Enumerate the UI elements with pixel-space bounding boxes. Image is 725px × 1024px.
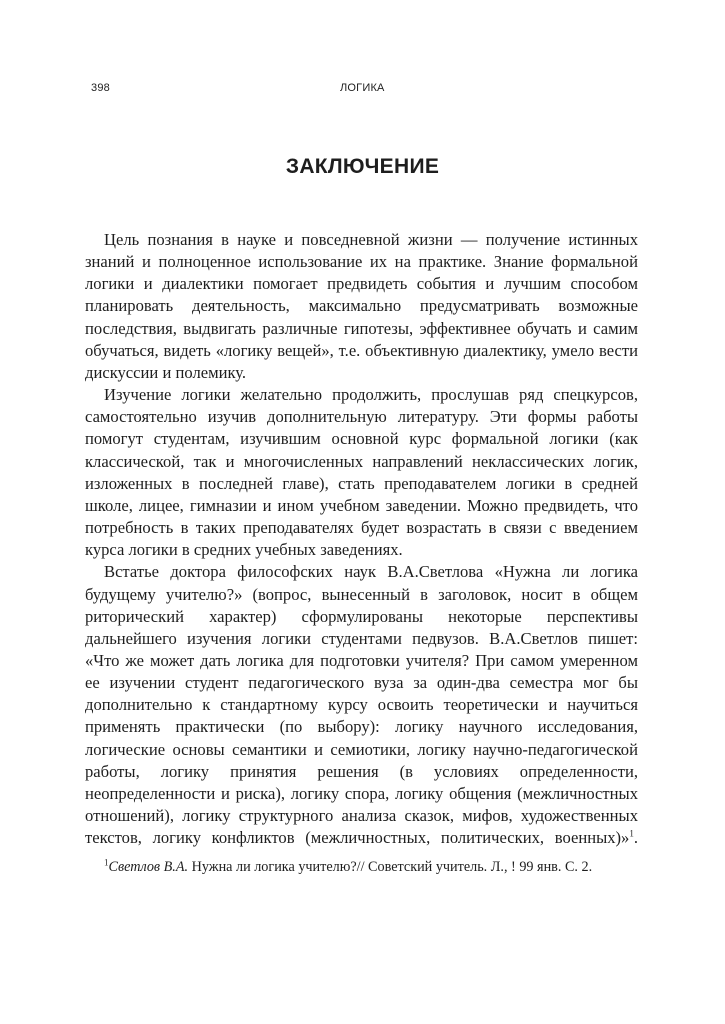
body-text [85,229,638,849]
paragraph-2: Изучение логики желательно продолжить, прослушав ряд спецкурсов, самостоятельно изучив дополнительную литературу. Эти формы работы помогут студентам, изучившим основной курс формальной логики (как классической, так и многочисленных направлений неклассических логик, изложенных в последней главе), стать преподавателем логики в средней школе, лицее, гимназии и ином учебном заведении. Можно предвидеть, что потребность в таких преподавателях будет возрастать в связи с введением курса логики в средних учебных заведениях. [85,385,638,560]
footnote-author: Светлов В.А. [108,859,189,875]
footnote-reference[interactable]: 1 [629,828,634,839]
footnote-text: Нужна ли логика учителю?// Советский учитель. Л., ! 99 янв. С. 2. [191,859,593,875]
page-number: 398 [91,82,110,94]
footnote [104,859,644,876]
paragraph-3: Встатье доктора философских наук В.А.Светлова «Нужна ли логика будущему учителю?» (вопрос, вынесенный в заголовок, носит в общем риторический характер) сформулированы некоторые перспективы дальнейшего изучения логики студентами педвузов. В.А.Светлов пишет: «Что же может дать логика для подготовки учителя? При самом умеренном ее изучении студент педагогического вуза за один-два семестра мог бы дополнительно к стандартному курсу освоить теоретически и научиться применять практически (по выбору): логику научного исследования, логические основы семантики и семиотики, логику научно-педагогической работы, логику принятия решения (в условиях определенности, неопределенности и риска), логику спора, логику общения (межличностных отношений), логику структурного анализа сказок, мифов, художественных текстов, логику конфликтов (межличностных, политических, военных)»$^1$. [85,562,638,848]
footnote-marker: 1 [104,857,109,868]
paragraph-3-text: Встатье доктора философских наук В.А.Светлова «Нужна ли логика будущему учителю?» (вопрос, вынесенный в заголовок, носит в общем риторический характер) сформулированы некоторые перспективы дальнейшего изучения логики студентами педвузов. В.А.Светлов пишет: «Что же может дать логика для подготовки учителя? При самом умеренном ее изучении студент педагогического вуза за один-два семестра мог бы дополнительно к стандартному курсу освоить теоретически и научиться применять практически (по выбору): логику научного исследования, логические основы семантики и семиотики, логику научно-педагогической работы, логику принятия решения (в условиях определенности, неопределенности и риска), логику спора, логику общения (межличностных отношений), логику структурного анализа сказок, мифов, художественных текстов, логику конфликтов (межличностных, политических, военных)» [85,562,638,848]
running-title: ЛОГИКА [340,82,385,94]
paragraph-1: Цель познания в науке и повседневной жизни — получение истинных знаний и полноценное использование их на практике. Знание формальной логики и диалектики помогает предвидеть события и лучшим способом планировать деятельность, максимально предусматривать возможные последствия, выдвигать различные гипотезы, эффективнее обучать и самим обучаться, видеть «логику вещей», т.е. объективную диалектику, умело вести дискуссии и полемику. [85,230,638,382]
chapter-title: ЗАКЛЮЧЕНИЕ [285,155,440,178]
